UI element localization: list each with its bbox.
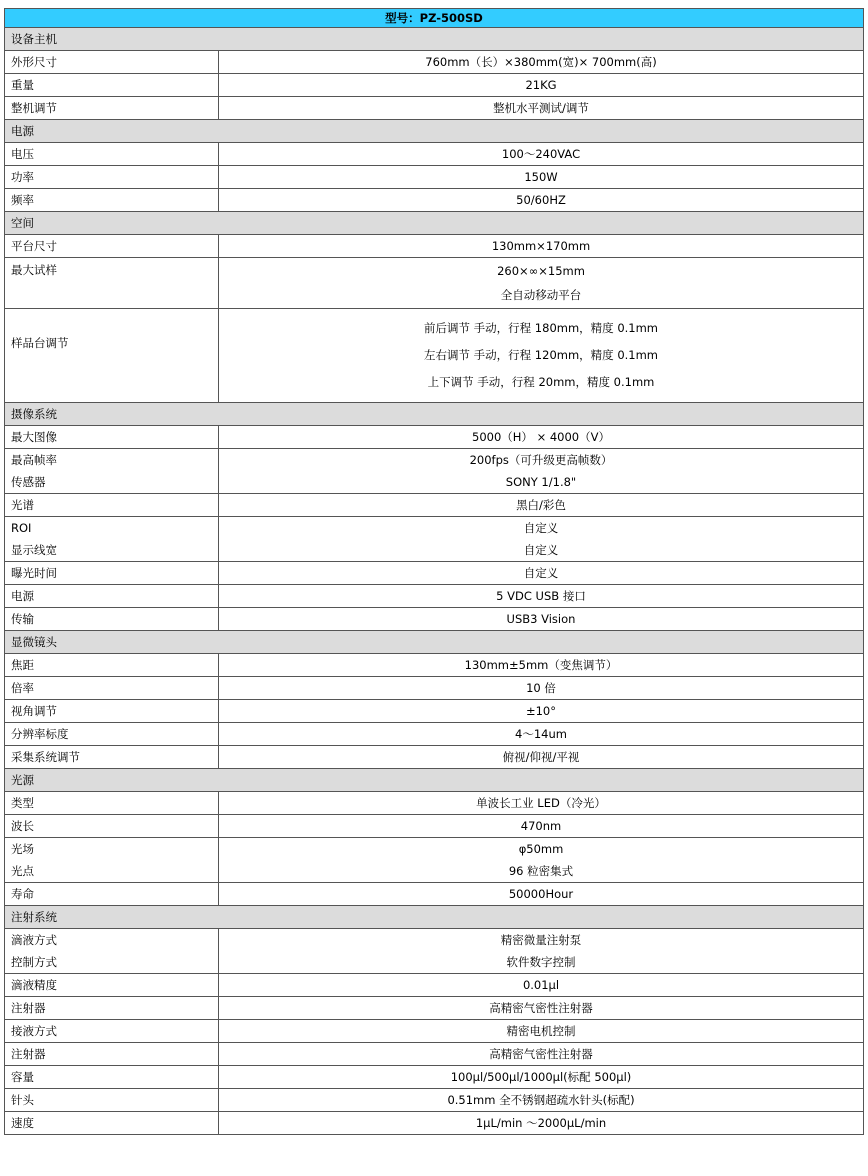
sensor-value: SONY 1/1.8" <box>505 475 577 489</box>
row-label: 重量 <box>5 74 219 97</box>
row-label <box>5 517 219 562</box>
table-row <box>5 792 864 815</box>
row-label: 针头 <box>5 1089 219 1112</box>
row-value: 130mm±5mm（变焦调节） <box>219 654 864 677</box>
row-label: 接液方式 <box>5 1020 219 1043</box>
linewidth-label: 显示线宽 <box>11 543 57 557</box>
row-value: 21KG <box>219 74 864 97</box>
table-row <box>5 74 864 97</box>
row-label: 倍率 <box>5 677 219 700</box>
row-value: 0.51mm 全不锈钢超疏水针头(标配) <box>219 1089 864 1112</box>
stage-front-back: 前后调节 手动，行程 180mm，精度 0.1mm <box>424 321 659 335</box>
table-row <box>5 494 864 517</box>
table-row <box>5 815 864 838</box>
row-value <box>219 309 864 403</box>
spot-value: 96 粒密集式 <box>508 864 574 878</box>
table-row <box>5 449 864 494</box>
roi-value: 自定义 <box>523 521 559 535</box>
table-row <box>5 51 864 74</box>
row-label: 光谱 <box>5 494 219 517</box>
spec-table <box>4 8 864 1135</box>
row-value <box>219 838 864 883</box>
table-row <box>5 1043 864 1066</box>
row-value: 黑白/彩色 <box>219 494 864 517</box>
row-label <box>5 449 219 494</box>
table-row <box>5 143 864 166</box>
roi-label: ROI <box>11 521 32 535</box>
row-label: 容量 <box>5 1066 219 1089</box>
table-row <box>5 517 864 562</box>
row-label: 波长 <box>5 815 219 838</box>
row-label: 整机调节 <box>5 97 219 120</box>
table-row <box>5 166 864 189</box>
table-row <box>5 1112 864 1135</box>
table-row <box>5 585 864 608</box>
row-value <box>219 517 864 562</box>
row-label: 功率 <box>5 166 219 189</box>
stage-up-down: 上下调节 手动，行程 20mm，精度 0.1mm <box>427 375 655 389</box>
row-value: 50000Hour <box>219 883 864 906</box>
row-value <box>219 929 864 974</box>
section-host: 设备主机 <box>5 28 864 51</box>
table-row <box>5 929 864 974</box>
row-label: 寿命 <box>5 883 219 906</box>
field-label: 光场 <box>11 842 34 856</box>
spot-label: 光点 <box>11 864 34 878</box>
row-value: 0.01μl <box>219 974 864 997</box>
table-row <box>5 608 864 631</box>
row-label: 传输 <box>5 608 219 631</box>
row-value: USB3 Vision <box>219 608 864 631</box>
section-space: 空间 <box>5 212 864 235</box>
table-title: 型号：PZ-500SD <box>5 9 864 28</box>
row-label: 外形尺寸 <box>5 51 219 74</box>
stage-left-right: 左右调节 手动，行程 120mm，精度 0.1mm <box>424 348 659 362</box>
table-row <box>5 97 864 120</box>
row-value: 自定义 <box>219 562 864 585</box>
table-row <box>5 997 864 1020</box>
row-value: 760mm（长）×380mm(宽)× 700mm(高) <box>219 51 864 74</box>
fps-value: 200fps（可升级更高帧数） <box>469 453 613 467</box>
row-label: 最大试样 <box>5 258 219 309</box>
row-label: 注射器 <box>5 1043 219 1066</box>
max-sample-size: 260×∞×15mm <box>497 264 585 278</box>
row-label: 曝光时间 <box>5 562 219 585</box>
field-value: φ50mm <box>518 842 564 856</box>
row-label: 电压 <box>5 143 219 166</box>
section-inject: 注射系统 <box>5 906 864 929</box>
row-value: 5000（H） × 4000（V） <box>219 426 864 449</box>
row-value <box>219 258 864 309</box>
drip-value: 精密微量注射泵 <box>500 933 582 947</box>
row-value: 俯视/仰视/平视 <box>219 746 864 769</box>
row-value: 100～240VAC <box>219 143 864 166</box>
table-row <box>5 654 864 677</box>
control-label: 控制方式 <box>11 955 57 969</box>
table-row <box>5 723 864 746</box>
row-label: 最大图像 <box>5 426 219 449</box>
auto-platform: 全自动移动平台 <box>500 288 582 302</box>
table-row <box>5 838 864 883</box>
row-value: 4～14um <box>219 723 864 746</box>
row-value: 10 倍 <box>219 677 864 700</box>
control-value: 软件数字控制 <box>506 955 576 969</box>
row-label: 注射器 <box>5 997 219 1020</box>
linewidth-value: 自定义 <box>523 543 559 557</box>
section-lens: 显微镜头 <box>5 631 864 654</box>
table-row <box>5 883 864 906</box>
row-value: 精密电机控制 <box>219 1020 864 1043</box>
row-value: ±10° <box>219 700 864 723</box>
row-value: 整机水平测试/调节 <box>219 97 864 120</box>
row-value: 高精密气密性注射器 <box>219 997 864 1020</box>
sensor-label: 传感器 <box>11 475 46 489</box>
table-row <box>5 677 864 700</box>
table-row <box>5 562 864 585</box>
row-label: 焦距 <box>5 654 219 677</box>
table-row <box>5 746 864 769</box>
row-value: 1μL/min ～2000μL/min <box>219 1112 864 1135</box>
row-value: 单波长工业 LED（冷光） <box>219 792 864 815</box>
row-label: 样品台调节 <box>5 309 219 403</box>
section-light: 光源 <box>5 769 864 792</box>
row-label: 视角调节 <box>5 700 219 723</box>
row-label: 类型 <box>5 792 219 815</box>
row-label: 分辨率标度 <box>5 723 219 746</box>
row-value: 50/60HZ <box>219 189 864 212</box>
table-row <box>5 235 864 258</box>
row-value: 100μl/500μl/1000μl(标配 500μl) <box>219 1066 864 1089</box>
row-label: 平台尺寸 <box>5 235 219 258</box>
row-label: 频率 <box>5 189 219 212</box>
row-label <box>5 838 219 883</box>
row-value: 高精密气密性注射器 <box>219 1043 864 1066</box>
table-row <box>5 1066 864 1089</box>
table-row <box>5 974 864 997</box>
table-row <box>5 426 864 449</box>
fps-label: 最高帧率 <box>11 453 57 467</box>
row-label <box>5 929 219 974</box>
row-label: 电源 <box>5 585 219 608</box>
row-value: 150W <box>219 166 864 189</box>
table-row <box>5 309 864 403</box>
row-value: 130mm×170mm <box>219 235 864 258</box>
section-power: 电源 <box>5 120 864 143</box>
drip-label: 滴液方式 <box>11 933 57 947</box>
row-value: 470nm <box>219 815 864 838</box>
row-value <box>219 449 864 494</box>
row-label: 采集系统调节 <box>5 746 219 769</box>
table-row <box>5 189 864 212</box>
row-label: 速度 <box>5 1112 219 1135</box>
row-value: 5 VDC USB 接口 <box>219 585 864 608</box>
table-row <box>5 1089 864 1112</box>
row-label: 滴液精度 <box>5 974 219 997</box>
table-row <box>5 1020 864 1043</box>
table-row <box>5 700 864 723</box>
table-row <box>5 258 864 309</box>
section-camera: 摄像系统 <box>5 403 864 426</box>
